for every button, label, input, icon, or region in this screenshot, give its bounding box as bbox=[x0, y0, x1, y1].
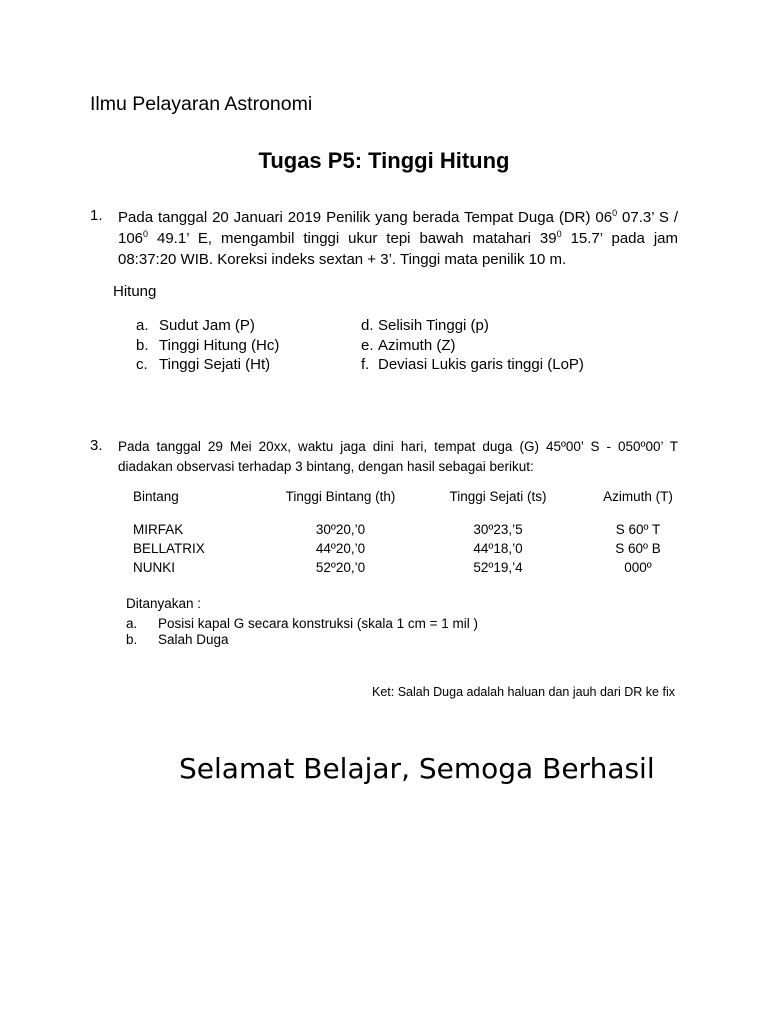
table-row bbox=[126, 539, 703, 558]
question-1-text bbox=[118, 207, 678, 270]
option-b: b. Tinggi Hitung (Hc) bbox=[136, 336, 280, 354]
question-3-line-2: diadakan observasi terhadap 3 bintang, dengan hasil sebagai berikut: bbox=[118, 459, 534, 474]
table-cell: 52º20,’0 bbox=[315, 560, 366, 575]
table-cell: S 60º T bbox=[615, 522, 661, 537]
table-cell: NUNKI bbox=[133, 560, 176, 575]
table-header-row bbox=[126, 484, 703, 508]
question-3-line-1: Pada tanggal 29 Mei 20xx, waktu jaga dini hari, tempat duga (G) 45º00’ S - 050º00’ T bbox=[118, 439, 678, 454]
table-cell: MIRFAK bbox=[133, 522, 184, 537]
option-a: a. Sudut Jam (P) bbox=[136, 317, 255, 334]
question-1-line-2: $106^0$ 49.1’ E, mengambil tinggi ukur tepi bawah matahari $39^0$ 15.7’ pada jam bbox=[118, 229, 678, 247]
table-row bbox=[126, 558, 703, 577]
table-cell: 30º23,’5 bbox=[473, 522, 523, 537]
question-1-number: 1. bbox=[90, 207, 103, 224]
table-cell: 000º bbox=[624, 560, 652, 575]
options-column-right bbox=[361, 316, 584, 375]
question-3-text bbox=[118, 437, 678, 477]
ditanyakan-label: Ditanyakan : bbox=[126, 596, 202, 611]
table-cell: BELLATRIX bbox=[133, 541, 205, 556]
option-c: c. Tinggi Sejati (Ht) bbox=[136, 356, 271, 373]
table-header: Azimuth (T) bbox=[603, 488, 673, 504]
question-1-line-3: 08:37:20 WIB. Koreksi indeks sextan + 3’. Tinggi mata penilik 10 m. bbox=[118, 251, 567, 268]
table-cell: 44º20,’0 bbox=[315, 541, 366, 556]
table-header: Tinggi Sejati (ts) bbox=[449, 488, 547, 504]
table-header: Tinggi Bintang (th) bbox=[285, 488, 396, 504]
options-column-left bbox=[136, 316, 279, 375]
asked-item-a: a. Posisi kapal G secara konstruksi (skala 1 cm = 1 mil ) bbox=[126, 616, 478, 631]
course-subject: Ilmu Pelayaran Astronomi bbox=[90, 93, 313, 115]
table-header: Bintang bbox=[133, 488, 179, 504]
table-cell: S 60º B bbox=[615, 541, 661, 556]
table-cell: 52º19,’4 bbox=[473, 560, 523, 575]
option-f: f. Deviasi Lukis garis tinggi (LoP) bbox=[361, 356, 584, 373]
footnote: Ket: Salah Duga adalah haluan dan jauh dari DR ke fix bbox=[372, 685, 675, 699]
asked-list bbox=[126, 616, 478, 648]
table-cell: 30º20,’0 bbox=[315, 522, 366, 537]
asked-item-b: b. Salah Duga bbox=[126, 632, 229, 647]
question-1-line-1: Pada tanggal 20 Januari 2019 Penilik yang berada Tempat Duga (DR) $06^0$ 07.3’ S / bbox=[118, 208, 678, 226]
table-cell: 44º18,’0 bbox=[473, 541, 523, 556]
star-observation-table bbox=[126, 484, 703, 577]
option-d: d. Selisih Tinggi (p) bbox=[361, 317, 489, 334]
assignment-title: Tugas P5: Tinggi Hitung bbox=[258, 148, 510, 173]
hitung-label: Hitung bbox=[113, 283, 157, 300]
closing-message: Selamat Belajar, Semoga Berhasil bbox=[179, 752, 655, 785]
question-3-number: 3. bbox=[90, 437, 103, 454]
option-e: e. Azimuth (Z) bbox=[361, 336, 456, 354]
table-row bbox=[126, 520, 703, 539]
